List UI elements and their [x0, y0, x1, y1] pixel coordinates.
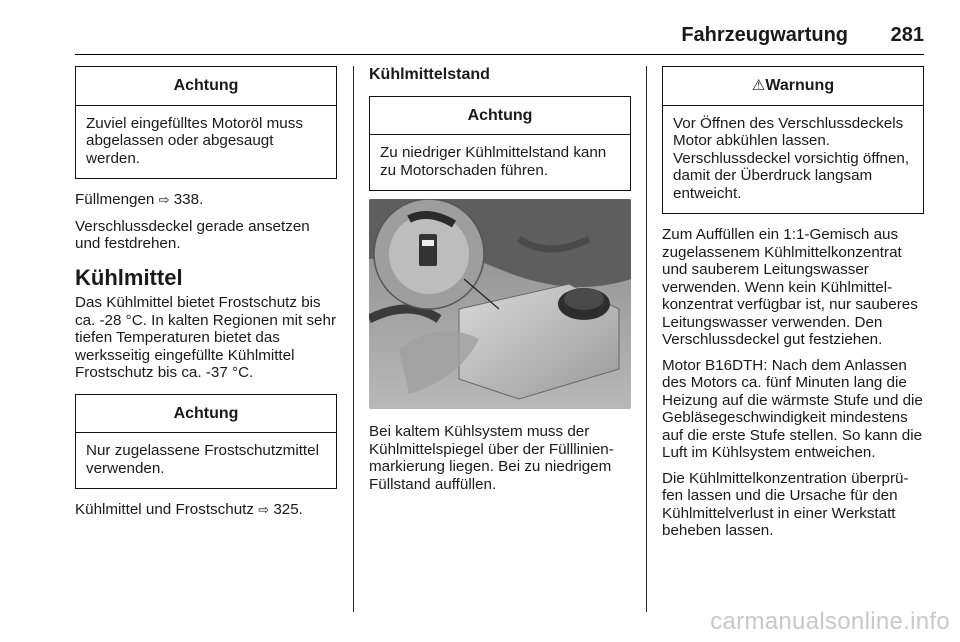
page-reference-arrow-icon: ⇨ — [258, 503, 270, 518]
paragraph-engine-b16dth: Motor B16DTH: Nach dem Anlassen des Motors ca. fünf Minuten lang die Heizung auf die wärmste Stufe und die Gebläsegeschwindigkeit mindestens auf die erste Stufe stellen. So kann die Luft im Kühlsystem entweichen. — [662, 356, 923, 461]
page-header-title: Fahrzeugwartung — [681, 24, 848, 46]
column-3 — [662, 66, 924, 548]
header-rule — [75, 54, 924, 55]
column-1 — [75, 66, 337, 528]
caution-box-antifreeze — [75, 394, 337, 490]
caution-heading: Achtung — [76, 395, 336, 434]
section-heading-coolant-level: Kühlmittelstand — [369, 66, 490, 83]
warning-triangle-icon: ⚠ — [751, 76, 766, 94]
column-2 — [369, 66, 631, 501]
paragraph-cap: Verschlussdeckel gerade ansetzen und festdrehen. — [75, 217, 310, 252]
paragraph-coolant-check: Bei kaltem Kühlsystem muss der Kühlmittelspiegel über der Fülllinienmarkierung liegen. Bei zu niedrigem Füllstand auffüllen. — [369, 423, 614, 493]
caution-text: Zu niedriger Kühlmittelstand kann zu Motorschaden führen. — [380, 144, 607, 179]
watermark: carmanualsonline.info — [710, 608, 950, 635]
caution-heading: Achtung — [76, 67, 336, 106]
warning-text: Vor Öffnen des Verschlussdeckels Motor abkühlen lassen. Verschlussdeckel vorsichtig öffnen, damit der Überdruck langsam entweicht. — [673, 114, 910, 202]
paragraph-coolant: Das Kühlmittel bietet Frostschutz bis ca. -28 °C. In kalten Regionen mit sehr tiefen Temperaturen bietet das werksseitig eingefüllte Kühlmittel Frostschutz bis ca. -37 °C. — [75, 294, 337, 381]
column-divider-2 — [646, 66, 647, 612]
page-reference-link[interactable]: 325. — [273, 501, 303, 518]
caution-box-oil — [75, 66, 337, 179]
paragraph-concentration: Die Kühlmittelkonzentration überprüfen lassen und die Ursache für den Kühlmittelverlust in einer Werkstatt beheben lassen. — [662, 469, 909, 539]
engine-bay-photo — [369, 199, 631, 409]
caution-text: Zuviel eingefülltes Motoröl muss abgelassen oder abgesaugt werden. — [86, 114, 303, 167]
warning-box-cap — [662, 66, 924, 214]
page-reference-link[interactable]: 338. — [173, 191, 204, 208]
column-divider-1 — [353, 66, 354, 612]
page-reference-arrow-icon: ⇨ — [158, 193, 170, 208]
caution-text: Nur zugelassene Frostschutzmittel verwenden. — [86, 442, 319, 477]
page-number: 281 — [890, 24, 924, 46]
paragraph-mixture: Zum Auffüllen ein 1:1-Gemisch aus zugelassenem Kühlmittelkonzentrat und sauberem Leitungswasser verwenden. Wenn kein Kühlmittelkonzentrat verfügbar ist, nur sauberes Leitungswasser verwenden. Den Verschlussdeckel gut festziehen. — [662, 226, 918, 348]
fill-quantities-ref: Füllmengen ⇨ 338. — [75, 191, 204, 208]
warning-heading: ⚠Warnung — [663, 67, 923, 106]
section-heading-coolant: Kühlmittel — [75, 264, 183, 290]
coolant-ref: Kühlmittel und Frostschutz ⇨ 325. — [75, 501, 303, 518]
caution-heading: Achtung — [370, 97, 630, 136]
caution-box-low-coolant — [369, 96, 631, 192]
